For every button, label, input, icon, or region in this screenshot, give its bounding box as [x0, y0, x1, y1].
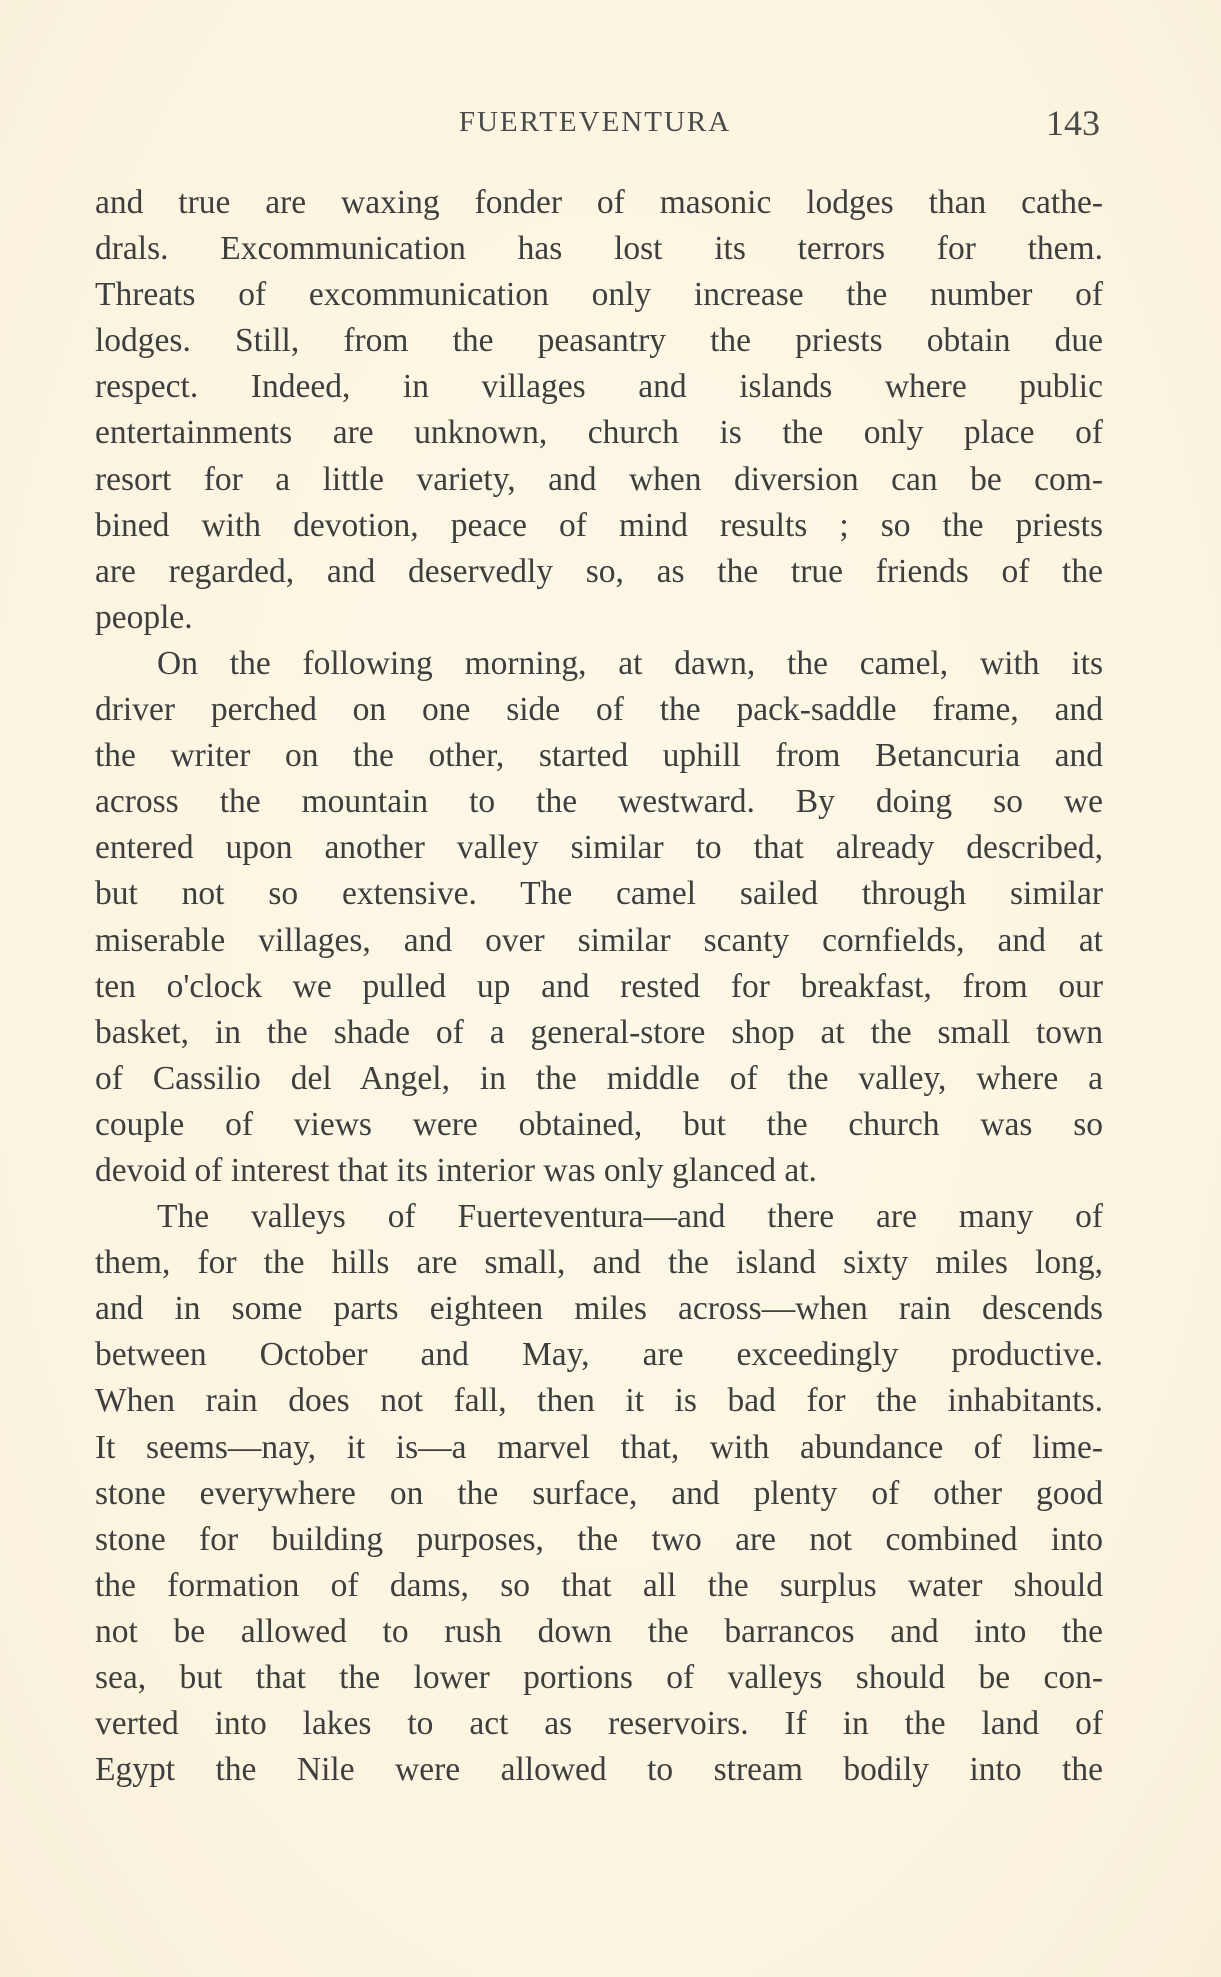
text-line: miserable villages, and over similar scanty cornfields, and at	[95, 921, 1103, 959]
text-line: Egypt the Nile were allowed to stream bodily into the	[95, 1751, 1103, 1789]
text-line: people.	[95, 598, 193, 636]
text-line: verted into lakes to act as reservoirs. If in the land of	[95, 1705, 1103, 1743]
text-line: not be allowed to rush down the barrancos and into the	[95, 1612, 1103, 1650]
paragraph-start-line: The valleys of Fuerteventura—and there are many of	[157, 1198, 1103, 1236]
text-line: the writer on the other, started uphill from Betancuria and	[95, 737, 1103, 775]
text-line: and true are waxing fonder of masonic lodges than cathe-	[95, 184, 1103, 221]
text-line: and in some parts eighteen miles across—when rain descends	[95, 1290, 1103, 1328]
text-line: couple of views were obtained, but the church was so	[95, 1105, 1103, 1143]
text-line: bined with devotion, peace of mind results ; so the priests	[95, 506, 1103, 544]
body-text	[95, 180, 1103, 1793]
text-line: between October and May, are exceedingly productive.	[95, 1336, 1103, 1374]
text-line: entertainments are unknown, church is the only place of	[95, 414, 1103, 452]
text-line: stone for building purposes, the two are not combined into	[95, 1520, 1103, 1558]
paragraph-start-line: On the following morning, at dawn, the camel, with its	[157, 644, 1103, 682]
text-line: are regarded, and deservedly so, as the true friends of the	[95, 552, 1103, 590]
chapter-title: FUERTEVENTURA	[458, 106, 732, 138]
text-line: resort for a little variety, and when diversion can be com-	[95, 460, 1103, 498]
text-line: basket, in the shade of a general-store shop at the small town	[95, 1013, 1103, 1051]
text-line: stone everywhere on the surface, and plenty of other good	[95, 1474, 1103, 1512]
text-line: Threats of excommunication only increase the number of	[95, 276, 1103, 314]
page-number: 143	[1046, 103, 1100, 143]
text-line: of Cassilio del Angel, in the middle of the valley, where a	[95, 1059, 1103, 1097]
text-line: them, for the hills are small, and the island sixty miles long,	[95, 1244, 1103, 1282]
text-line: It seems—nay, it is—a marvel that, with abundance of lime-	[95, 1428, 1103, 1466]
text-line: entered upon another valley similar to that already described,	[95, 829, 1103, 867]
text-line: sea, but that the lower portions of valleys should be con-	[95, 1659, 1103, 1696]
text-line: but not so extensive. The camel sailed through similar	[95, 875, 1103, 913]
running-header	[95, 100, 1100, 150]
text-line: respect. Indeed, in villages and islands where public	[95, 368, 1103, 406]
text-line: drals. Excommunication has lost its terrors for them.	[95, 230, 1103, 268]
text-line: across the mountain to the westward. By doing so we	[95, 783, 1103, 821]
text-line: When rain does not fall, then it is bad for the inhabitants.	[95, 1382, 1103, 1420]
text-line: lodges. Still, from the peasantry the priests obtain due	[95, 322, 1103, 360]
text-line: the formation of dams, so that all the surplus water should	[95, 1566, 1103, 1604]
text-line: driver perched on one side of the pack-saddle frame, and	[95, 691, 1103, 729]
text-line: devoid of interest that its interior was only glanced at.	[95, 1151, 817, 1189]
text-line: ten o'clock we pulled up and rested for breakfast, from our	[95, 967, 1103, 1005]
